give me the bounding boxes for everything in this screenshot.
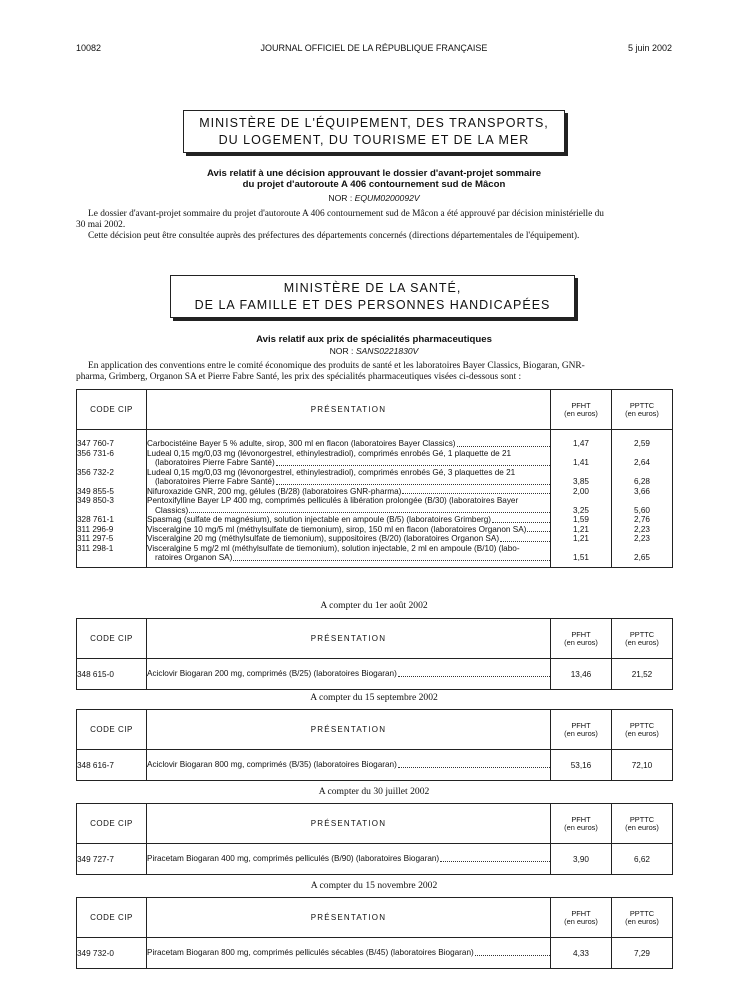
pfht-cell xyxy=(551,496,611,506)
ppttc-label: PPTTC xyxy=(629,814,655,824)
ppttc-cell: 6,62 xyxy=(612,844,673,875)
presentation-cell xyxy=(147,750,551,781)
pfht-unit: (en euros) xyxy=(564,822,598,832)
pfht-unit: (en euros) xyxy=(564,728,598,738)
nor-label: NOR : xyxy=(329,346,356,356)
ppttc-unit: (en euros) xyxy=(625,408,659,418)
table-row xyxy=(77,750,673,781)
presentation-text: Aciclovir Biogaran 800 mg, comprimés (B/35) (laboratoires Biogaran) xyxy=(147,760,397,770)
price-table-aug xyxy=(76,618,673,690)
ppttc-unit: (en euros) xyxy=(625,822,659,832)
caption-text: A compter du 15 novembre 2002 xyxy=(310,880,438,891)
presentation-line xyxy=(147,449,550,459)
presentation-line xyxy=(147,515,550,525)
col-header-ppttc xyxy=(612,898,673,938)
ppttc-cell xyxy=(612,449,672,459)
code-cell xyxy=(77,553,146,563)
table-row xyxy=(77,844,673,875)
caption-text: A compter du 1er août 2002 xyxy=(320,600,428,611)
pfht-cell: 3,85 xyxy=(573,477,589,486)
presentation-line xyxy=(147,468,550,478)
ppttc-cell: 2,65 xyxy=(634,553,650,562)
ppttc-cell: 2,64 xyxy=(634,458,650,467)
col-header-code: CODE CIP xyxy=(77,619,147,659)
pfht-cell: 53,16 xyxy=(551,750,612,781)
ppttc-cell xyxy=(612,496,672,506)
presentation-cell xyxy=(147,659,551,690)
presentation-text: Piracetam Biogaran 400 mg, comprimés pelliculés (B/90) (laboratoires Biogaran) xyxy=(147,854,440,864)
presentation-text: Ludeal 0,15 mg/0,03 mg (lévonorgestrel, ethinylestradiol), comprimés enrobés Gé, 1 plaquette de 21 xyxy=(147,448,512,458)
caption-text: A compter du 30 juillet 2002 xyxy=(318,786,430,797)
pfht-cell: 2,00 xyxy=(573,486,589,496)
paragraph-line: En application des conventions entre le comité économique des produits de santé et les laboratoires Bayer Classics, Biogaran, GNR- xyxy=(88,361,585,371)
pfht-unit: (en euros) xyxy=(564,637,598,647)
notice-title-line2: du projet d'autoroute A 406 contournement sud de Mâcon xyxy=(242,179,506,190)
notice-body xyxy=(76,209,673,242)
col-header-pfht xyxy=(551,710,612,750)
col-header-pfht xyxy=(551,390,612,430)
col-header-pfht xyxy=(551,804,612,844)
presentation-text: Piracetam Biogaran 800 mg, comprimés pelliculés sécables (B/45) (laboratoires Biogaran) xyxy=(147,948,474,958)
presentation-text: Classics) xyxy=(155,505,189,515)
ppttc-cell: 6,28 xyxy=(634,477,650,486)
nor-reference xyxy=(0,193,748,203)
col-header-code: CODE CIP xyxy=(77,898,147,938)
code-cell: 311 297-5 xyxy=(77,534,114,543)
ppttc-cell: 5,60 xyxy=(634,505,650,515)
col-header-pfht xyxy=(551,898,612,938)
presentation-text: Pentoxifylline Bayer LP 400 mg, comprimés pelliculés à libération prolongée (B/30) (laboratoires Bayer xyxy=(147,496,519,505)
price-table-jul xyxy=(76,803,673,875)
ppttc-cell: 2,59 xyxy=(634,439,650,448)
presentation-line xyxy=(147,458,550,468)
table-row xyxy=(77,938,673,969)
ministry-name-line1: MINISTÈRE DE LA SANTÉ, xyxy=(283,281,462,295)
pfht-cell: 1,59 xyxy=(573,515,589,524)
code-column xyxy=(77,430,147,568)
presentation-line xyxy=(147,525,550,535)
code-cell: 349 855-5 xyxy=(77,486,114,496)
notice-title-line1: Avis relatif à une décision approuvant le dossier d'avant-projet sommaire xyxy=(206,168,542,179)
pfht-cell: 3,25 xyxy=(573,505,589,515)
pfht-label: PFHT xyxy=(571,814,591,824)
col-header-presentation: PRÉSENTATION xyxy=(147,804,551,844)
notice-intro xyxy=(76,361,673,383)
presentation-line xyxy=(147,487,550,497)
code-cell xyxy=(77,458,146,468)
price-table-main xyxy=(76,389,673,568)
paragraph: Cette décision peut être consultée auprès des préfectures des départements concernés (directions départementales de l'équipement). xyxy=(88,231,580,241)
presentation-text: Visceralgine 10 mg/5 ml (méthylsulfate de tiemonium), sirop, 150 ml en flacon (laboratoires Organon SA) xyxy=(147,524,527,534)
col-header-ppttc xyxy=(612,390,673,430)
presentation-column xyxy=(147,430,551,568)
pfht-cell: 1,41 xyxy=(573,458,589,467)
pfht-cell: 1,47 xyxy=(573,439,589,448)
ppttc-label: PPTTC xyxy=(629,629,655,639)
issue-date: 5 juin 2002 xyxy=(627,43,672,53)
ppttc-cell: 2,23 xyxy=(634,534,650,543)
code-cell: 349 732-0 xyxy=(77,938,147,969)
ppttc-cell: 3,66 xyxy=(634,486,650,496)
ppttc-label: PPTTC xyxy=(629,400,655,410)
caption-text: A compter du 15 septembre 2002 xyxy=(310,692,438,703)
pfht-column xyxy=(551,430,612,568)
pfht-cell: 3,90 xyxy=(551,844,612,875)
code-cell: 349 727-7 xyxy=(77,844,147,875)
presentation-text: Aciclovir Biogaran 200 mg, comprimés (B/25) (laboratoires Biogaran) xyxy=(147,669,397,679)
ppttc-label: PPTTC xyxy=(629,720,655,730)
paragraph-line: pharma, Grimberg, Organon SA et Pierre Fabre Santé, les prix des spécialités pharmaceutiques visées ci-dessous sont : xyxy=(76,372,522,382)
pfht-label: PFHT xyxy=(571,629,591,639)
col-header-presentation: PRÉSENTATION xyxy=(147,390,551,430)
col-header-ppttc xyxy=(612,619,673,659)
presentation-cell xyxy=(147,844,551,875)
paragraph-line: Le dossier d'avant-projet sommaire du projet d'autoroute A 406 contournement sud de Mâcon a été approuvé par décision ministérielle du xyxy=(88,209,604,219)
presentation-line xyxy=(147,506,550,516)
presentation-line xyxy=(147,544,550,554)
ministry-box-sante xyxy=(170,275,575,318)
journal-title: JOURNAL OFFICIEL DE LA RÉPUBLIQUE FRANÇAISE xyxy=(260,43,488,53)
presentation-text: Visceralgine 20 mg (méthylsulfate de tiemonium), suppositoires (B/20) (laboratoires Organon SA) xyxy=(147,534,500,543)
pfht-cell: 4,33 xyxy=(551,938,612,969)
code-cell: 328 761-1 xyxy=(77,515,114,524)
pfht-cell xyxy=(551,449,611,459)
price-table-nov xyxy=(76,897,673,969)
presentation-line xyxy=(147,477,550,487)
nor-reference xyxy=(0,346,748,356)
col-header-ppttc xyxy=(612,804,673,844)
ppttc-unit: (en euros) xyxy=(625,916,659,926)
pfht-label: PFHT xyxy=(571,908,591,918)
presentation-text: Spasmag (sulfate de magnésium), solution injectable en ampoule (B/5) (laboratoires Grimberg) xyxy=(147,515,492,524)
ppttc-unit: (en euros) xyxy=(625,637,659,647)
presentation-line xyxy=(147,553,550,563)
pfht-unit: (en euros) xyxy=(564,408,598,418)
code-cell: 311 298-1 xyxy=(77,543,114,553)
notice-title: Avis relatif aux prix de spécialités pharmaceutiques xyxy=(256,334,492,345)
nor-code: EQUM0200092V xyxy=(354,193,420,203)
pfht-label: PFHT xyxy=(571,720,591,730)
code-cell xyxy=(77,477,146,487)
presentation-line xyxy=(147,439,550,449)
pfht-cell: 1,21 xyxy=(573,534,589,543)
code-cell: 347 760-7 xyxy=(77,439,114,448)
pfht-cell: 13,46 xyxy=(551,659,612,690)
col-header-presentation: PRÉSENTATION xyxy=(147,710,551,750)
code-cell: 348 615-0 xyxy=(77,659,147,690)
ministry-name-line2: DE LA FAMILLE ET DES PERSONNES HANDICAPÉES xyxy=(194,298,551,312)
ministry-name-line1: MINISTÈRE DE L'ÉQUIPEMENT, DES TRANSPORTS, xyxy=(199,116,549,130)
pfht-cell xyxy=(551,544,611,554)
pfht-cell xyxy=(551,468,611,478)
code-cell: 356 732-2 xyxy=(77,467,114,477)
date-caption xyxy=(0,600,748,611)
presentation-text: Visceralgine 5 mg/2 ml (méthylsulfate de tiemonium), solution injectable, 2 ml en ampoule (B/10) (labo- xyxy=(147,543,520,553)
code-cell: 349 850-3 xyxy=(77,496,114,505)
ppttc-cell: 72,10 xyxy=(612,750,673,781)
col-header-code: CODE CIP xyxy=(77,710,147,750)
code-cell xyxy=(77,506,146,516)
col-header-code: CODE CIP xyxy=(77,390,147,430)
pfht-unit: (en euros) xyxy=(564,916,598,926)
col-header-presentation: PRÉSENTATION xyxy=(147,619,551,659)
presentation-text: ratoires Organon SA) xyxy=(155,553,233,562)
pfht-cell: 1,21 xyxy=(573,524,589,534)
ppttc-cell: 7,29 xyxy=(612,938,673,969)
nor-label: NOR : xyxy=(328,193,355,203)
ministry-name-line2: DU LOGEMENT, DU TOURISME ET DE LA MER xyxy=(218,133,530,147)
presentation-text: Carbocistéine Bayer 5 % adulte, sirop, 300 ml en flacon (laboratoires Bayer Classics) xyxy=(147,439,456,448)
presentation-line xyxy=(147,534,550,544)
ppttc-column xyxy=(612,430,673,568)
date-caption xyxy=(0,692,748,703)
price-table-sep xyxy=(76,709,673,781)
col-header-pfht xyxy=(551,619,612,659)
presentation-text: (laboratoires Pierre Fabre Santé) xyxy=(155,458,275,467)
col-header-code: CODE CIP xyxy=(77,804,147,844)
notice-title xyxy=(0,168,748,190)
paragraph-line: 30 mai 2002. xyxy=(76,220,126,230)
presentation-text: Ludeal 0,15 mg/0,03 mg (lévonorgestrel, ethinylestradiol), comprimés enrobés Gé, 3 plaquettes de 21 xyxy=(147,467,516,477)
nor-code: SANS0221830V xyxy=(355,346,419,356)
page-number: 10082 xyxy=(76,43,102,53)
ppttc-cell: 2,23 xyxy=(634,524,650,534)
code-cell: 356 731-6 xyxy=(77,448,114,458)
pfht-cell: 1,51 xyxy=(573,553,589,562)
table-row xyxy=(77,430,673,568)
date-caption xyxy=(0,786,748,797)
presentation-line xyxy=(147,496,550,506)
presentation-text: (laboratoires Pierre Fabre Santé) xyxy=(155,477,275,486)
ppttc-label: PPTTC xyxy=(629,908,655,918)
presentation-cell xyxy=(147,938,551,969)
ppttc-cell xyxy=(612,468,672,478)
ppttc-cell xyxy=(612,544,672,554)
date-caption xyxy=(0,880,748,891)
table-row xyxy=(77,659,673,690)
ppttc-unit: (en euros) xyxy=(625,728,659,738)
code-cell: 348 616-7 xyxy=(77,750,147,781)
ppttc-cell: 2,76 xyxy=(634,515,650,524)
presentation-text: Nifuroxazide GNR, 200 mg, gélules (B/28) (laboratoires GNR-pharma) xyxy=(147,486,402,496)
col-header-presentation: PRÉSENTATION xyxy=(147,898,551,938)
col-header-ppttc xyxy=(612,710,673,750)
pfht-label: PFHT xyxy=(571,400,591,410)
code-cell: 311 296-9 xyxy=(77,524,114,534)
ppttc-cell: 21,52 xyxy=(612,659,673,690)
ministry-box-equipement xyxy=(183,110,565,153)
